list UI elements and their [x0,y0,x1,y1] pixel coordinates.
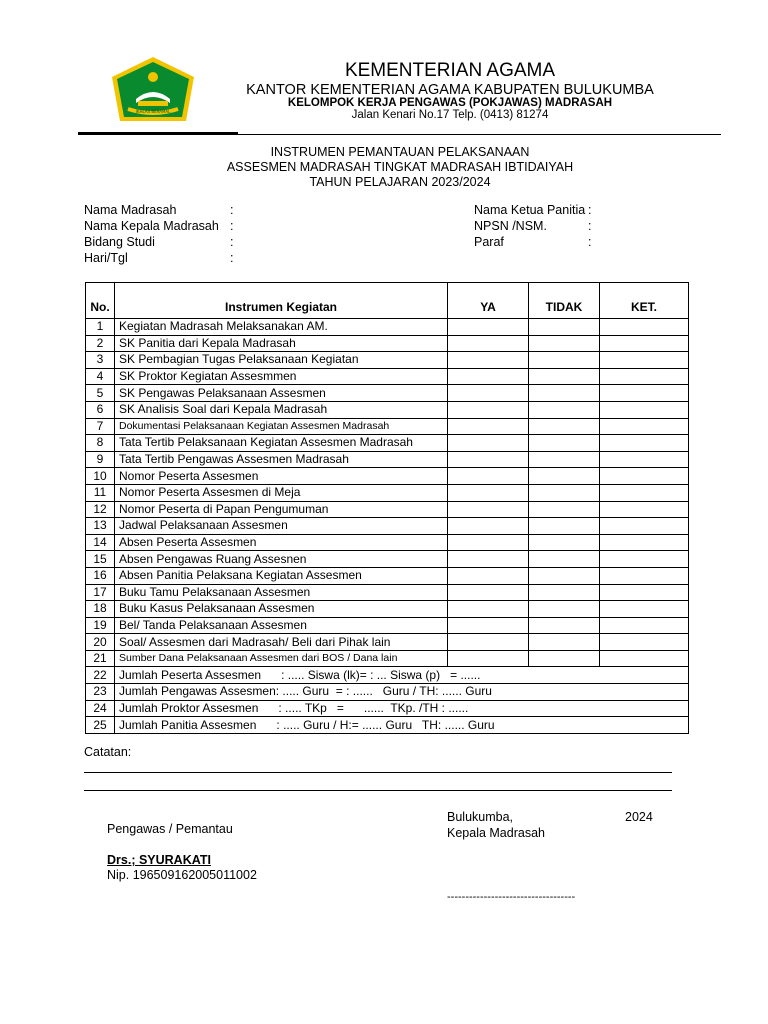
cell-ket[interactable] [600,551,689,568]
table-row [86,584,689,601]
cell-ket[interactable] [600,319,689,336]
cell-ya[interactable] [448,534,529,551]
cell-ya[interactable] [448,634,529,651]
cell-ya[interactable] [448,601,529,618]
cell-ket[interactable] [600,650,689,667]
table-row [86,468,689,485]
cell-tidak[interactable] [529,352,600,369]
cell-ya[interactable] [448,385,529,402]
cell-ya[interactable] [448,319,529,336]
info-colon: : [230,203,234,217]
cell-tidak[interactable] [529,451,600,468]
summary-row [86,717,689,734]
cell-tidak[interactable] [529,617,600,634]
table-row [86,352,689,369]
row-item: Tata Tertib Pengawas Assesmen Madrasah [115,451,448,468]
row-no: 11 [86,484,115,501]
row-item: Tata Tertib Pelaksanaan Kegiatan Assesmen Madrasah [115,435,448,452]
info-colon: : [588,203,592,217]
row-no: 25 [86,717,115,734]
cell-ya[interactable] [448,650,529,667]
header-ya: YA [448,283,529,319]
header-divider [78,134,721,135]
logo-motto: IKHLAS BERAMAL [135,109,171,114]
row-no: 2 [86,335,115,352]
cell-ket[interactable] [600,601,689,618]
cell-ya[interactable] [448,518,529,535]
row-no: 14 [86,534,115,551]
cell-tidak[interactable] [529,551,600,568]
cell-ket[interactable] [600,418,689,435]
cell-tidak[interactable] [529,534,600,551]
cell-ya[interactable] [448,335,529,352]
table-row [86,319,689,336]
summary-item: Jumlah Peserta Assesmen : ..... Siswa (lk)= : ... Siswa (p) = ...... [115,667,689,684]
table-row [86,451,689,468]
table-row [86,518,689,535]
summary-item: Jumlah Panitia Assesmen : ..... Guru / H:= ...... Guru TH: ...... Guru [115,717,689,734]
row-no: 12 [86,501,115,518]
cell-ya[interactable] [448,352,529,369]
summary-row [86,684,689,701]
row-no: 23 [86,684,115,701]
row-no: 19 [86,617,115,634]
row-no: 15 [86,551,115,568]
row-item: Dokumentasi Pelaksanaan Kegiatan Assesmen Madrasah [115,418,448,435]
row-item: Soal/ Assesmen dari Madrasah/ Beli dari Pihak lain [115,634,448,651]
row-no: 18 [86,601,115,618]
row-item: Nomor Peserta di Papan Pengumuman [115,501,448,518]
cell-ket[interactable] [600,468,689,485]
info-label-kepala: Nama Kepala Madrasah [84,219,219,233]
cell-ket[interactable] [600,518,689,535]
row-no: 10 [86,468,115,485]
table-row [86,435,689,452]
cell-ket[interactable] [600,401,689,418]
row-item: SK Analisis Soal dari Kepala Madrasah [115,401,448,418]
pengawas-nip: Nip. 196509162005011002 [107,868,257,882]
cell-ya[interactable] [448,435,529,452]
place-label: Bulukumba, [447,810,514,824]
cell-tidak[interactable] [529,368,600,385]
row-item: Sumber Dana Pelaksanaan Assesmen dari BOS / Dana lain [115,650,448,667]
cell-tidak[interactable] [529,501,600,518]
summary-item: Jumlah Proktor Assesmen : ..... TKp = ...... TKp. /TH : ...... [115,700,689,717]
cell-tidak[interactable] [529,468,600,485]
cell-ket[interactable] [600,501,689,518]
row-no: 22 [86,667,115,684]
pengawas-name: Drs.; SYURAKATI [107,853,211,867]
cell-ket[interactable] [600,385,689,402]
table-row [86,534,689,551]
info-label-bidang: Bidang Studi [84,235,155,249]
cell-ket[interactable] [600,451,689,468]
cell-tidak[interactable] [529,418,600,435]
table-row [86,385,689,402]
row-no: 13 [86,518,115,535]
signature-line: ----------------------------------- [447,891,576,903]
row-item: Absen Panitia Pelaksana Kegiatan Assesmen [115,567,448,584]
table-row [86,401,689,418]
doc-title-3: TAHUN PELAJARAN 2023/2024 [309,175,491,189]
row-item: Absen Peserta Assesmen [115,534,448,551]
row-no: 17 [86,584,115,601]
cell-tidak[interactable] [529,584,600,601]
row-item: SK Pembagian Tugas Pelaksanaan Kegiatan [115,352,448,369]
info-label-paraf: Paraf [474,235,504,249]
row-no: 3 [86,352,115,369]
cell-ya[interactable] [448,584,529,601]
cell-tidak[interactable] [529,435,600,452]
year-label: 2024 [625,810,653,824]
instrument-table [85,282,689,734]
table-row [86,650,689,667]
row-no: 21 [86,650,115,667]
info-colon: : [230,235,234,249]
row-item: Absen Pengawas Ruang Assesnen [115,551,448,568]
cell-tidak[interactable] [529,319,600,336]
doc-title-1: INSTRUMEN PEMANTAUAN PELAKSANAAN [270,145,530,159]
cell-ket[interactable] [600,567,689,584]
cell-ya[interactable] [448,368,529,385]
row-no: 8 [86,435,115,452]
table-header-row [86,283,689,319]
header-item: Instrumen Kegiatan [115,283,448,319]
table-row [86,551,689,568]
table-row [86,501,689,518]
row-item: Bel/ Tanda Pelaksanaan Assesmen [115,617,448,634]
cell-ket[interactable] [600,534,689,551]
cell-ya[interactable] [448,418,529,435]
row-no: 24 [86,700,115,717]
info-label-ketua: Nama Ketua Panitia [474,203,586,217]
cell-ket[interactable] [600,435,689,452]
cell-tidak[interactable] [529,650,600,667]
table-row [86,567,689,584]
info-label-npsn: NPSN /NSM. [474,219,547,233]
cell-ket[interactable] [600,634,689,651]
info-colon: : [230,219,234,233]
kemenag-logo [108,55,198,127]
info-colon: : [588,219,592,233]
cell-ya[interactable] [448,401,529,418]
header-tidak: TIDAK [529,283,600,319]
cell-ket[interactable] [600,368,689,385]
star-icon [148,72,158,82]
info-label-hari: Hari/Tgl [84,251,128,265]
kepala-label: Kepala Madrasah [447,826,545,840]
table-row [86,484,689,501]
row-item: SK Pengawas Pelaksanaan Assesmen [115,385,448,402]
group-title: KELOMPOK KERJA PENGAWAS (POKJAWAS) MADRASAH [287,97,613,109]
cell-tidak[interactable] [529,335,600,352]
summary-row [86,700,689,717]
header-ket: KET. [600,283,689,319]
office-title: KANTOR KEMENTERIAN AGAMA KABUPATEN BULUKUMBA [246,82,654,98]
pengawas-label: Pengawas / Pemantau [107,822,233,836]
row-item: SK Panitia dari Kepala Madrasah [115,335,448,352]
table-row [86,634,689,651]
cell-ya[interactable] [448,468,529,485]
row-no: 1 [86,319,115,336]
cell-ket[interactable] [600,484,689,501]
row-item: Buku Kasus Pelaksanaan Assesmen [115,601,448,618]
row-no: 6 [86,401,115,418]
row-no: 4 [86,368,115,385]
row-no: 16 [86,567,115,584]
row-no: 7 [86,418,115,435]
cell-ya[interactable] [448,617,529,634]
row-item: Jadwal Pelaksanaan Assesmen [115,518,448,535]
summary-row [86,667,689,684]
row-item: Nomor Peserta Assesmen di Meja [115,484,448,501]
cell-ket[interactable] [600,584,689,601]
cell-ket[interactable] [600,352,689,369]
cell-ket[interactable] [600,335,689,352]
table-row [86,368,689,385]
cell-ya[interactable] [448,451,529,468]
row-item: Kegiatan Madrasah Melaksanakan AM. [115,319,448,336]
doc-title-2: ASSESMEN MADRASAH TINGKAT MADRASAH IBTIDAIYAH [226,160,574,174]
catatan-label: Catatan: [84,745,132,759]
org-title: KEMENTERIAN AGAMA [344,60,556,81]
table-row [86,335,689,352]
info-colon: : [230,251,234,265]
cell-ya[interactable] [448,551,529,568]
cell-tidak[interactable] [529,567,600,584]
catatan-line-2 [84,790,672,791]
cell-tidak[interactable] [529,601,600,618]
row-item: Nomor Peserta Assesmen [115,468,448,485]
row-no: 9 [86,451,115,468]
cell-ya[interactable] [448,484,529,501]
row-item: Buku Tamu Pelaksanaan Assesmen [115,584,448,601]
row-no: 5 [86,385,115,402]
cell-ket[interactable] [600,617,689,634]
info-colon: : [588,235,592,249]
info-label-madrasah: Nama Madrasah [84,203,177,217]
cell-tidak[interactable] [529,401,600,418]
cell-tidak[interactable] [529,518,600,535]
cell-tidak[interactable] [529,484,600,501]
header-no: No. [86,283,115,319]
cell-tidak[interactable] [529,634,600,651]
table-row [86,601,689,618]
catatan-line-1 [84,772,672,773]
cell-ya[interactable] [448,501,529,518]
table-row [86,418,689,435]
address: Jalan Kenari No.17 Telp. (0413) 81274 [351,109,549,121]
cell-ya[interactable] [448,567,529,584]
cell-tidak[interactable] [529,385,600,402]
summary-item: Jumlah Pengawas Assesmen: ..... Guru = : ...... Guru / TH: ...... Guru [115,684,689,701]
row-item: SK Proktor Kegiatan Assesmmen [115,368,448,385]
row-no: 20 [86,634,115,651]
table-row [86,617,689,634]
